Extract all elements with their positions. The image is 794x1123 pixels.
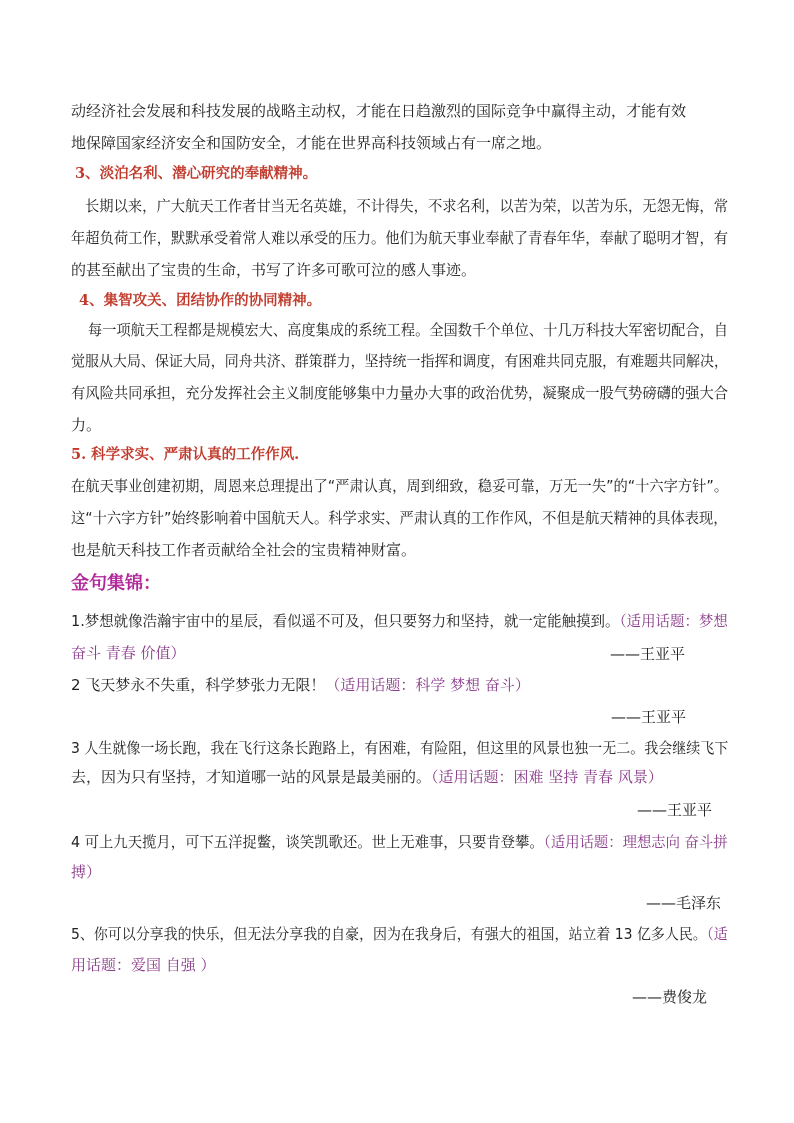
quote-1-author: ——王亚平 — [610, 645, 686, 663]
quote-5-text: 5、你可以分享我的快乐，但无法分享我的自豪，因为在我身后，有强大的祖国，站立着 13 亿多人民。 — [71, 925, 707, 943]
quote-5-topic-tag-cont: 用话题：爱国 自强 ） — [71, 956, 216, 974]
quotes-heading: 金句集锦： — [71, 573, 161, 594]
section-5-line-3: 也是航天科技工作者贡献给全社会的宝贵精神财富。 — [71, 541, 417, 559]
quote-5-line-2 — [71, 955, 216, 975]
section-5-line-2: 这“十六字方针”始终影响着中国航天人。科学求实、严肃认真的工作作风，不但是航天精神的具体表现， — [71, 509, 728, 527]
quote-3-line-1 — [71, 738, 728, 758]
quote-2-line-1 — [71, 675, 530, 695]
quote-1-topic-tag-cont: 奋斗 青春 价值） — [71, 644, 186, 662]
section-4-heading: 4、集智攻关、团结协作的协同精神。 — [79, 292, 322, 309]
section-4-line-1: 每一项航天工程都是规模宏大、高度集成的系统工程。全国数千个单位、十几万科技大军密切配合，自 — [88, 321, 728, 339]
quote-3-line-2 — [71, 767, 663, 787]
quote-5-topic-tag: （适 — [706, 925, 728, 943]
quote-1-line-2 — [71, 643, 186, 663]
quote-2-text: 2 飞天梦永不失重，科学梦张力无限！ — [71, 676, 326, 694]
quote-2-topic-tag: （适用话题：科学 梦想 奋斗） — [325, 676, 530, 694]
quote-3-topic-tag: （适用话题：困难 坚持 青春 风景） — [431, 768, 663, 786]
section-3-heading: 3、淡泊名利、潜心研究的奉献精神。 — [75, 165, 318, 182]
quote-2-author: ——王亚平 — [611, 708, 687, 726]
section-4-line-2: 觉服从大局、保证大局，同舟共济、群策群力，坚持统一指挥和调度，有困难共同克服，有难题共同解决， — [71, 352, 729, 370]
section-4-line-4: 力。 — [71, 416, 102, 434]
quote-4-author: ——毛泽东 — [646, 894, 722, 912]
quote-3-text: 3 人生就像一场长跑，我在飞行这条长跑路上，有困难，有险阻，但这里的风景也独一无二。我会继续飞下 — [71, 739, 729, 757]
quote-4-line-2 — [71, 862, 101, 882]
quote-1-line-1 — [71, 611, 728, 631]
quote-5-author: ——费俊龙 — [632, 988, 708, 1006]
quote-1-topic-tag: （适用话题：梦想 — [619, 612, 728, 630]
quote-3-text-cont: 去，因为只有坚持，才知道哪一站的风景是最美丽的。 — [71, 768, 432, 786]
quote-4-line-1 — [71, 832, 728, 852]
intro-line-1: 动经济社会发展和科技发展的战略主动权，才能在日趋激烈的国际竞争中赢得主动，才能有效 — [71, 102, 687, 120]
quote-4-topic-tag: （适用话题：理想志向 奋斗拼 — [543, 833, 728, 851]
section-5-heading: 5. 科学求实、严肃认真的工作作风. — [71, 446, 300, 463]
section-4-line-3: 有风险共同承担，充分发挥社会主义制度能够集中力量办大事的政治优势，凝聚成一股气势磅礴的强大合 — [71, 384, 729, 402]
section-5-line-1: 在航天事业创建初期，周恩来总理提出了“严肃认真，周到细致，稳妥可靠，万无一失”的“十六字方针”。 — [71, 477, 729, 495]
section-3-line-1: 长期以来，广大航天工作者甘当无名英雄，不计得失，不求名利，以苦为荣，以苦为乐，无怨无悔，常 — [85, 197, 729, 215]
quote-3-author: ——王亚平 — [637, 801, 713, 819]
quote-4-text: 4 可上九天揽月，可下五洋捉鳖，谈笑凯歌还。世上无难事，只要肯登攀。 — [71, 833, 544, 851]
quote-5-line-1 — [71, 924, 728, 944]
section-3-line-2: 年超负荷工作，默默承受着常人难以承受的压力。他们为航天事业奉献了青春年华，奉献了聪明才智，有 — [71, 229, 729, 247]
quote-1-text: 1.梦想就像浩瀚宇宙中的星辰，看似遥不可及，但只要努力和坚持，就一定能触摸到。 — [71, 612, 620, 630]
quote-4-topic-tag-cont: 搏） — [71, 863, 102, 881]
intro-line-2: 地保障国家经济安全和国防安全，才能在世界高科技领域占有一席之地。 — [71, 134, 552, 152]
section-3-line-3: 的甚至献出了宝贵的生命，书写了许多可歌可泣的感人事迹。 — [71, 261, 477, 279]
